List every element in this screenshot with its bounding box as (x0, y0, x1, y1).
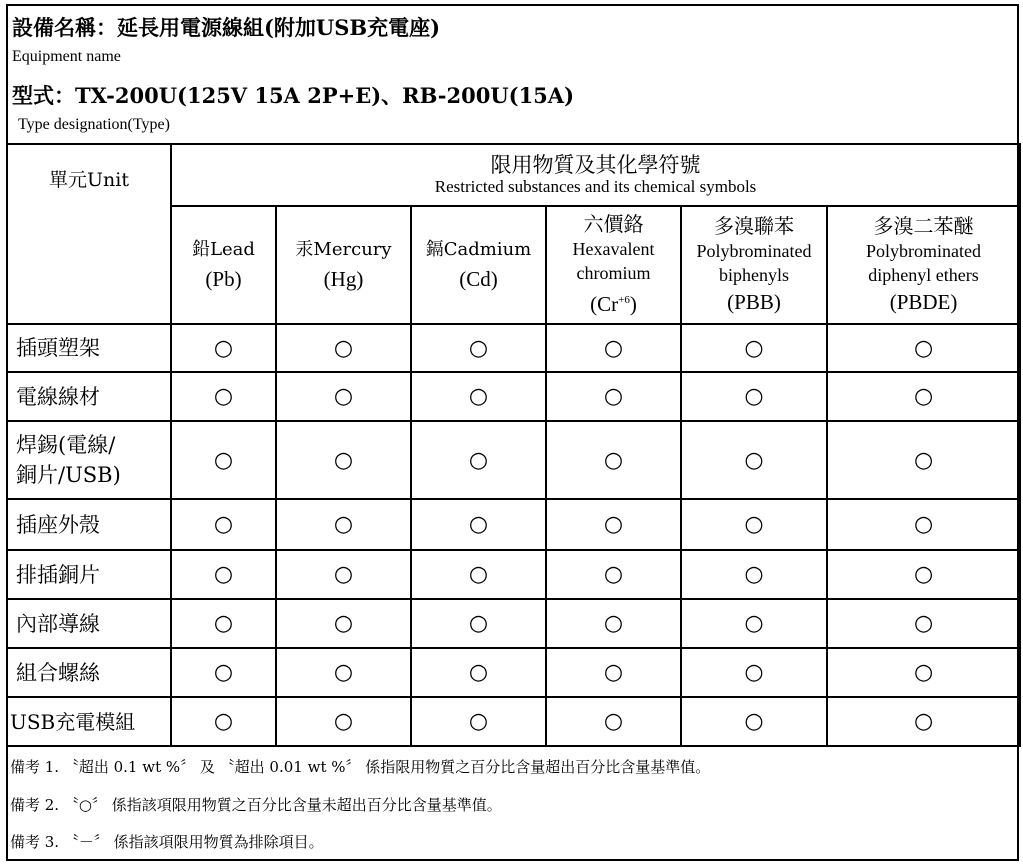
substance-en-line1: Hexavalent (572, 239, 655, 259)
mark-cell: ○ (411, 324, 546, 372)
part-name: 排插銅片 (7, 550, 171, 599)
substance-mercury (276, 206, 411, 324)
mark-cell: ○ (411, 499, 546, 550)
mark-cell: ○ (276, 550, 411, 599)
substance-en: Mercury (313, 239, 392, 260)
group-header-en: Restricted substances and its chemical symbols (434, 177, 757, 196)
table-row (7, 550, 1020, 599)
substances-group-header (171, 144, 1020, 206)
substance-en-line1: Polybrominated (866, 241, 982, 261)
table-row (7, 697, 1020, 746)
part-name: 插座外殼 (7, 499, 171, 550)
mark-cell: ○ (546, 324, 681, 372)
mark-cell: ○ (171, 550, 276, 599)
substance-en-line1: Polybrominated (696, 241, 812, 261)
mark-cell: ○ (681, 648, 827, 697)
mark-cell: ○ (827, 648, 1020, 697)
substance-en: Lead (210, 239, 255, 260)
table-row (7, 372, 1020, 421)
mark-cell: ○ (411, 648, 546, 697)
substance-en-line2: diphenyl ethers (868, 265, 979, 285)
substance-symbol: (Pb) (205, 267, 242, 291)
mark-cell: ○ (171, 499, 276, 550)
mark-cell: ○ (411, 421, 546, 499)
mark-cell: ○ (171, 421, 276, 499)
part-name-line1: 焊錫(電線/ (16, 433, 116, 457)
mark-cell: ○ (171, 324, 276, 372)
mark-cell: ○ (171, 599, 276, 648)
mark-cell: ○ (411, 697, 546, 746)
mark-cell: ○ (171, 372, 276, 421)
part-name: 內部導線 (7, 599, 171, 648)
substance-zh: 汞 (295, 239, 314, 260)
mark-cell: ○ (681, 499, 827, 550)
part-name: 電線線材 (7, 372, 171, 421)
mark-cell: ○ (546, 599, 681, 648)
mark-cell: ○ (681, 697, 827, 746)
table-row (7, 421, 1020, 499)
substance-lead (171, 206, 276, 324)
table-row (7, 648, 1020, 697)
mark-cell: ○ (827, 421, 1020, 499)
mark-cell: ○ (276, 499, 411, 550)
symbol-end: ) (629, 292, 637, 316)
restricted-substances-table (6, 143, 1021, 747)
equipment-name-subtitle: Equipment name (12, 48, 121, 65)
symbol-base: (Cr (590, 292, 619, 316)
substance-pbde (827, 206, 1020, 324)
substance-hexavalent-chromium (546, 206, 681, 324)
substance-en-line2: chromium (576, 263, 651, 283)
mark-cell: ○ (276, 324, 411, 372)
mark-cell: ○ (681, 550, 827, 599)
mark-cell: ○ (276, 648, 411, 697)
part-name: 插頭塑架 (7, 324, 171, 372)
substance-symbol: (Hg) (323, 267, 364, 291)
mark-cell: ○ (411, 599, 546, 648)
substance-cadmium (411, 206, 546, 324)
substance-symbol: (Cd) (459, 267, 498, 291)
part-name: 組合螺絲 (7, 648, 171, 697)
mark-cell: ○ (827, 324, 1020, 372)
type-designation-title: 型式：TX-200U(125V 15A 2P+E)、RB-200U(15A) (12, 83, 575, 108)
mark-cell: ○ (546, 499, 681, 550)
mark-cell: ○ (681, 324, 827, 372)
mark-cell: ○ (827, 499, 1020, 550)
mark-cell: ○ (827, 599, 1020, 648)
mark-cell: ○ (546, 550, 681, 599)
table-header-row (7, 144, 1020, 206)
mark-cell: ○ (276, 421, 411, 499)
group-header-zh: 限用物質及其化學符號 (490, 153, 701, 177)
mark-cell: ○ (171, 648, 276, 697)
mark-cell: ○ (276, 372, 411, 421)
mark-cell: ○ (276, 599, 411, 648)
declaration-frame (6, 4, 1019, 861)
symbol-superscript: +6 (618, 294, 630, 306)
mark-cell: ○ (411, 372, 546, 421)
mark-cell: ○ (827, 697, 1020, 746)
substance-symbol: (PBDE) (889, 290, 958, 314)
part-name: USB充電模組 (7, 697, 171, 746)
note-3: 備考 3. 〝－〞 係指該項限用物質為排除項目。 (10, 833, 324, 851)
mark-cell: ○ (171, 697, 276, 746)
mark-cell: ○ (276, 697, 411, 746)
mark-cell: ○ (681, 372, 827, 421)
substance-pbb (681, 206, 827, 324)
mark-cell: ○ (827, 550, 1020, 599)
table-row (7, 324, 1020, 372)
table-row (7, 499, 1020, 550)
mark-cell: ○ (411, 550, 546, 599)
mark-cell: ○ (546, 648, 681, 697)
part-name-line2: 銅片/USB) (16, 463, 121, 487)
substance-en: Cadmium (443, 239, 532, 260)
mark-cell: ○ (681, 421, 827, 499)
substance-zh: 鎘 (425, 239, 444, 260)
substance-zh: 多溴聯苯 (714, 214, 794, 238)
unit-header: 單元Unit (7, 144, 171, 324)
type-designation-subtitle: Type designation(Type) (18, 116, 170, 133)
substance-en-line2: biphenyls (719, 265, 789, 285)
equipment-name-title: 設備名稱：延長用電源線組(附加USB充電座) (12, 15, 441, 40)
substance-zh: 鉛 (192, 239, 211, 260)
mark-cell: ○ (546, 421, 681, 499)
substance-symbol: (PBB) (727, 290, 781, 314)
mark-cell: ○ (827, 372, 1020, 421)
substance-zh: 多溴二苯醚 (873, 214, 974, 238)
mark-cell: ○ (681, 599, 827, 648)
substance-symbol (547, 285, 680, 319)
mark-cell: ○ (546, 697, 681, 746)
table-row (7, 599, 1020, 648)
note-1: 備考 1. 〝超出 0.1 wt %〞 及 〝超出 0.01 wt %〞 係指限用物質之百分比含量超出百分比含量基準值。 (10, 758, 711, 776)
substance-zh: 六價鉻 (583, 212, 644, 236)
note-2: 備考 2. 〝○〞 係指該項限用物質之百分比含量未超出百分比含量基準值。 (10, 796, 502, 814)
part-name (7, 421, 171, 499)
mark-cell: ○ (546, 372, 681, 421)
